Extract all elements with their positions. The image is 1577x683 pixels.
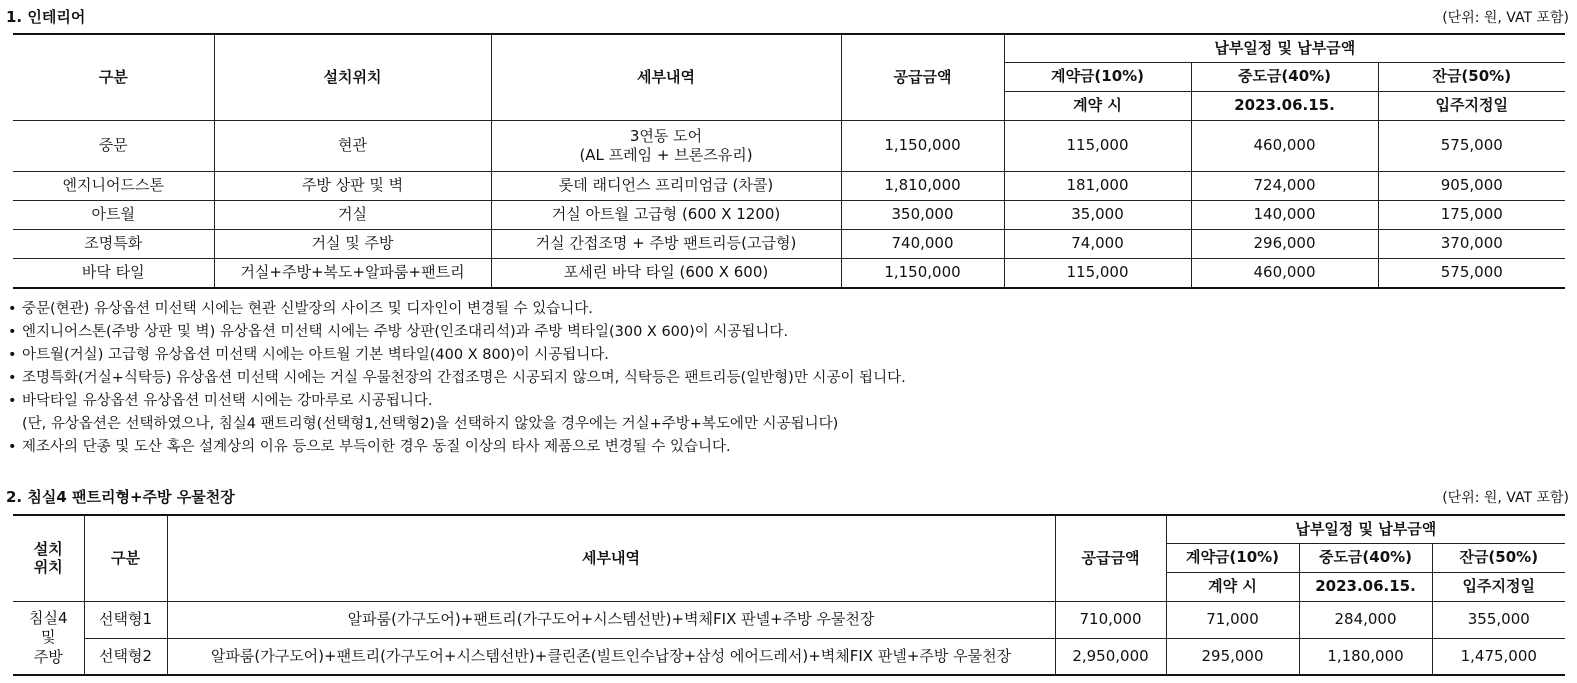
cell-location: 주방 상판 및 벽	[214, 171, 491, 200]
header-detail: 세부내역	[491, 34, 841, 120]
note-text: 바닥타일 유상옵션 유상옵션 미선택 시에는 강마루로 시공됩니다.	[22, 393, 433, 409]
header-middle-when: 2023.06.15.	[1191, 91, 1378, 120]
note-item	[8, 390, 906, 413]
cell-location: 거실 및 주방	[214, 229, 491, 258]
cell-balance: 905,000	[1378, 171, 1565, 200]
section1-title: 1. 인테리어	[6, 8, 86, 26]
cell-supply: 710,000	[1055, 601, 1166, 638]
cell-deposit: 71,000	[1166, 601, 1299, 638]
table-row	[13, 200, 1565, 229]
header-category: 구분	[13, 34, 214, 120]
note-subitem	[8, 413, 906, 436]
cell-middle: 724,000	[1191, 171, 1378, 200]
table-row	[13, 171, 1565, 200]
header-category: 구분	[84, 515, 167, 601]
table-row	[13, 120, 1565, 171]
cell-deposit: 295,000	[1166, 638, 1299, 675]
note-text: 엔지니어스톤(주방 상판 및 벽) 유상옵션 미선택 시에는 주방 상판(인조대리석)과 주방 벽타일(300 X 600)이 시공됩니다.	[22, 324, 789, 340]
cell-balance: 370,000	[1378, 229, 1565, 258]
cell-category: 아트월	[13, 200, 214, 229]
cell-detail	[491, 120, 841, 171]
cell-detail: 거실 간접조명 + 주방 팬트리등(고급형)	[491, 229, 841, 258]
cell-supply: 2,950,000	[1055, 638, 1166, 675]
cell-middle: 284,000	[1299, 601, 1432, 638]
cell-detail: 거실 아트월 고급형 (600 X 1200)	[491, 200, 841, 229]
cell-detail-line2: (AL 프레임 + 브론즈유리)	[579, 145, 753, 164]
header-balance: 잔금(50%)	[1432, 543, 1565, 572]
header-deposit: 계약금(10%)	[1004, 62, 1191, 91]
note-text: 아트월(거실) 고급형 유상옵션 미선택 시에는 아트월 기본 벽타일(400 X 800)이 시공됩니다.	[22, 347, 609, 363]
cell-supply: 1,810,000	[841, 171, 1004, 200]
cell-supply: 1,150,000	[841, 120, 1004, 171]
cell-category: 조명특화	[13, 229, 214, 258]
section2-unit: (단위: 원, VAT 포함)	[1442, 490, 1569, 506]
cell-balance: 575,000	[1378, 258, 1565, 288]
header-supply: 공급금액	[841, 34, 1004, 120]
note-text: 조명특화(거실+식탁등) 유상옵션 미선택 시에는 거실 우물천장의 간접조명은 시공되지 않으며, 식탁등은 팬트리등(일반형)만 시공이 됩니다.	[22, 370, 906, 386]
cell-deposit: 35,000	[1004, 200, 1191, 229]
notes-list	[8, 298, 906, 459]
section1-unit: (단위: 원, VAT 포함)	[1442, 10, 1569, 26]
header-middle-when: 2023.06.15.	[1299, 572, 1432, 601]
header-deposit-when: 계약 시	[1004, 91, 1191, 120]
cell-deposit: 115,000	[1004, 120, 1191, 171]
section2-title: 2. 침실4 팬트리형+주방 우물천장	[6, 488, 235, 506]
cell-supply: 350,000	[841, 200, 1004, 229]
cell-balance: 175,000	[1378, 200, 1565, 229]
bullet: •	[8, 439, 17, 455]
header-middle: 중도금(40%)	[1299, 543, 1432, 572]
cell-detail-line1: 3연동 도어	[629, 126, 703, 145]
cell-category: 선택형2	[84, 638, 167, 675]
note-item	[8, 367, 906, 390]
cell-detail: 포세린 바닥 타일 (600 X 600)	[491, 258, 841, 288]
cell-supply: 740,000	[841, 229, 1004, 258]
cell-middle: 296,000	[1191, 229, 1378, 258]
cell-category: 선택형1	[84, 601, 167, 638]
cell-location: 거실	[214, 200, 491, 229]
cell-detail: 알파룸(가구도어)+팬트리(가구도어+시스템선반)+벽체FIX 판넬+주방 우물천장	[167, 601, 1055, 638]
header-detail: 세부내역	[167, 515, 1055, 601]
note-item	[8, 344, 906, 367]
header-location: 설치위치	[214, 34, 491, 120]
header-balance: 잔금(50%)	[1378, 62, 1565, 91]
header-deposit-when: 계약 시	[1166, 572, 1299, 601]
header-balance-when: 입주지정일	[1432, 572, 1565, 601]
cell-location: 침실4 및 주방	[13, 601, 84, 675]
header-schedule: 납부일정 및 납부금액	[1166, 515, 1565, 543]
note-item	[8, 321, 906, 344]
cell-middle: 140,000	[1191, 200, 1378, 229]
cell-category: 바닥 타일	[13, 258, 214, 288]
bullet: •	[8, 347, 17, 363]
bullet: •	[8, 301, 17, 317]
note-text: 제조사의 단종 및 도산 혹은 설계상의 이유 등으로 부득이한 경우 동질 이상의 타사 제품으로 변경될 수 있습니다.	[22, 439, 731, 455]
cell-middle: 460,000	[1191, 120, 1378, 171]
cell-deposit: 181,000	[1004, 171, 1191, 200]
header-middle: 중도금(40%)	[1191, 62, 1378, 91]
header-location: 설치 위치	[13, 515, 84, 601]
pantry-table	[13, 514, 1565, 676]
header-balance-when: 입주지정일	[1378, 91, 1565, 120]
cell-deposit: 74,000	[1004, 229, 1191, 258]
cell-category: 중문	[13, 120, 214, 171]
bullet: •	[8, 393, 17, 409]
cell-supply: 1,150,000	[841, 258, 1004, 288]
cell-location: 거실+주방+복도+알파룸+팬트리	[214, 258, 491, 288]
bullet: •	[8, 370, 17, 386]
table-row	[13, 601, 1565, 638]
bullet: •	[8, 324, 17, 340]
cell-category: 엔지니어드스톤	[13, 171, 214, 200]
header-deposit: 계약금(10%)	[1166, 543, 1299, 572]
cell-detail: 롯데 래디언스 프리미엄급 (차콜)	[491, 171, 841, 200]
cell-detail: 알파룸(가구도어)+팬트리(가구도어+시스템선반)+클린존(빌트인수납장+삼성 에어드레서)+벽체FIX 판넬+주방 우물천장	[167, 638, 1055, 675]
cell-balance: 1,475,000	[1432, 638, 1565, 675]
cell-middle: 1,180,000	[1299, 638, 1432, 675]
cell-balance: 575,000	[1378, 120, 1565, 171]
table-row	[13, 638, 1565, 675]
note-text: 중문(현관) 유상옵션 미선택 시에는 현관 신발장의 사이즈 및 디자인이 변경될 수 있습니다.	[22, 301, 593, 317]
header-schedule: 납부일정 및 납부금액	[1004, 34, 1565, 62]
note-text: (단, 유상옵션은 선택하였으나, 침실4 팬트리형(선택형1,선택형2)을 선택하지 않았을 경우에는 거실+주방+복도에만 시공됩니다)	[22, 416, 839, 432]
note-item	[8, 298, 906, 321]
interior-table	[13, 33, 1565, 289]
note-item	[8, 436, 906, 459]
cell-balance: 355,000	[1432, 601, 1565, 638]
cell-location: 현관	[214, 120, 491, 171]
table-row	[13, 229, 1565, 258]
cell-middle: 460,000	[1191, 258, 1378, 288]
header-supply: 공급금액	[1055, 515, 1166, 601]
cell-deposit: 115,000	[1004, 258, 1191, 288]
table-row	[13, 258, 1565, 288]
